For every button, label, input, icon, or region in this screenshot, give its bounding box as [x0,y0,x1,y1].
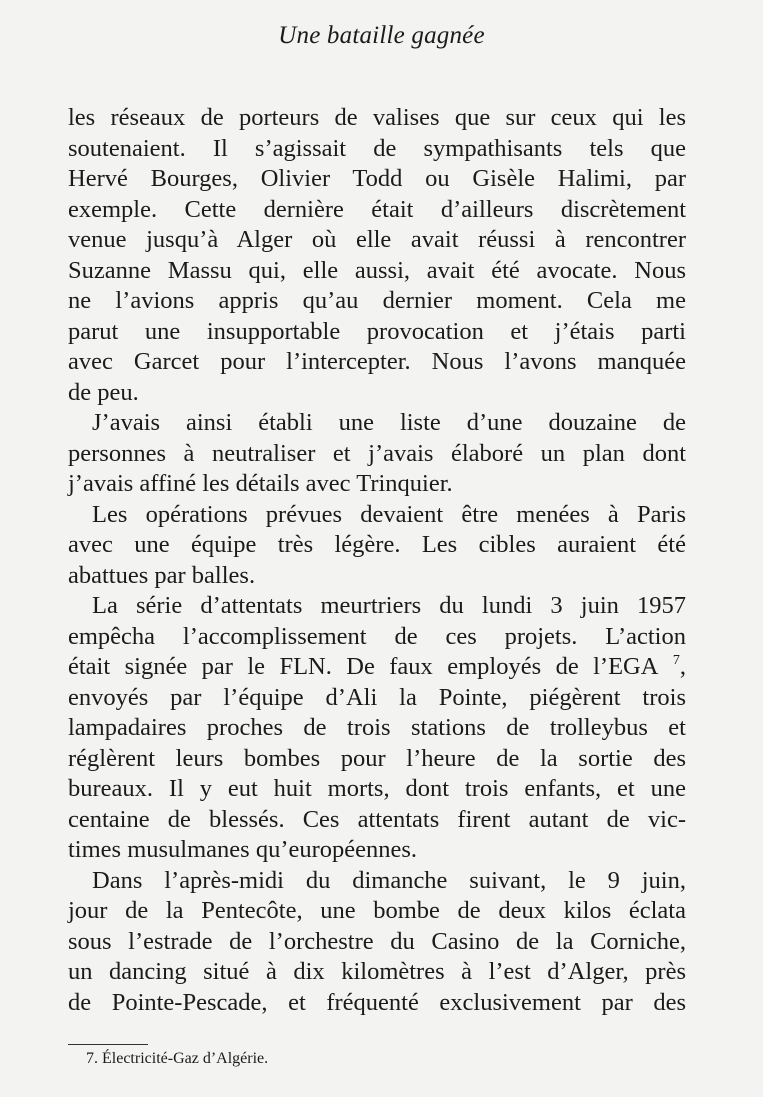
line-text: jour de la Pentecôte, une bombe de deux kilos éclata [68,897,686,924]
line-text: times musulmanes qu’européennes. [68,836,418,863]
line-text: les réseaux de porteurs de valises que sur ceux qui les [68,104,686,131]
text-line [68,286,686,317]
line-text: bureaux. Il y eut huit morts, dont trois enfants, et une [68,775,686,802]
text-line [68,805,686,836]
line-text: sous l’estrade de l’orchestre du Casino de la Corniche, [68,927,686,955]
text-line [68,591,686,622]
paragraph [68,408,686,500]
line-text: Suzanne Massu qui, elle aussi, avait été avocate. Nous [68,256,686,284]
text-line [68,561,686,592]
text-line [68,195,686,226]
text-line [68,957,686,988]
line-text: envoyés par l’équipe d’Ali la Pointe, piégèrent trois [68,683,686,711]
text-line [68,103,686,134]
footnote: 7. Électricité-Gaz d’Algérie. [86,1050,269,1067]
text-line [68,469,686,500]
line-text: de Pointe-Pescade, et fréquenté exclusivement par des [68,988,686,1016]
line-text: un dancing situé à dix kilomètres à l’est d’Alger, près [68,958,686,985]
text-line [68,317,686,348]
text-line [68,683,686,714]
text-line [68,774,686,805]
footnote-rule [68,1044,148,1045]
text-line [68,439,686,470]
line-text: avec Garcet pour l’intercepter. Nous l’avons manquée [68,348,686,375]
text-line [68,713,686,744]
text-line [68,835,686,866]
text-line [68,652,686,683]
line-text: lampadaires proches de trois stations de trolleybus et [68,714,686,741]
text-line [68,256,686,287]
line-text: personnes à neutraliser et j’avais élaboré un plan dont [68,439,686,467]
text-line [68,988,686,1019]
line-text: ne l’avions appris qu’au dernier moment. Cela me [68,287,686,314]
line-text: abattues par balles. [68,561,256,589]
line-text: Les opérations prévues devaient être menées à Paris [92,500,686,528]
line-text: parut une insupportable provocation et j’étais parti [68,317,686,345]
paragraph [68,500,686,592]
paragraph [68,103,686,408]
paragraph [68,591,686,866]
line-text: venue jusqu’à Alger où elle avait réussi à rencontrer [68,226,686,253]
text-line [68,744,686,775]
text-line [68,378,686,409]
line-text: était signée par le FLN. De faux employés de l’EGA [68,653,659,680]
line-text: empêcha l’accomplissement de ces projets. L’action [68,622,686,650]
text-line [68,896,686,927]
text-line [68,347,686,378]
line-text: réglèrent leurs bombes pour l’heure de la sortie des [68,744,686,772]
line-text: de peu. [68,378,139,406]
line-text: Dans l’après-midi du dimanche suivant, le 9 juin, [92,866,686,894]
text-line [68,164,686,195]
text-line [68,500,686,531]
text-line [68,622,686,653]
body-text [68,103,686,1018]
line-text: exemple. Cette dernière était d’ailleurs discrètement [68,195,686,223]
line-text: soutenaient. Il s’agissait de sympathisants tels que [68,134,686,162]
running-head: Une bataille gagnée [278,22,485,49]
text-line [68,134,686,165]
text-line [68,530,686,561]
paragraph [68,866,686,1019]
text-line [68,866,686,897]
footnote-reference: 7 [672,653,680,668]
line-text: j’avais affiné les détails avec Trinquier. [68,470,453,497]
footnote-reference-punctuation: , [679,653,687,680]
line-text: avec une équipe très légère. Les cibles auraient été [68,531,686,558]
text-line [68,927,686,958]
text-line [68,408,686,439]
text-line [68,225,686,256]
line-text: Hervé Bourges, Olivier Todd ou Gisèle Halimi, par [68,165,686,192]
line-text: J’avais ainsi établi une liste d’une douzaine de [92,409,686,436]
line-text: La série d’attentats meurtriers du lundi 3 juin 1957 [92,592,686,619]
line-text: centaine de blessés. Ces attentats firent autant de vic- [68,805,686,833]
